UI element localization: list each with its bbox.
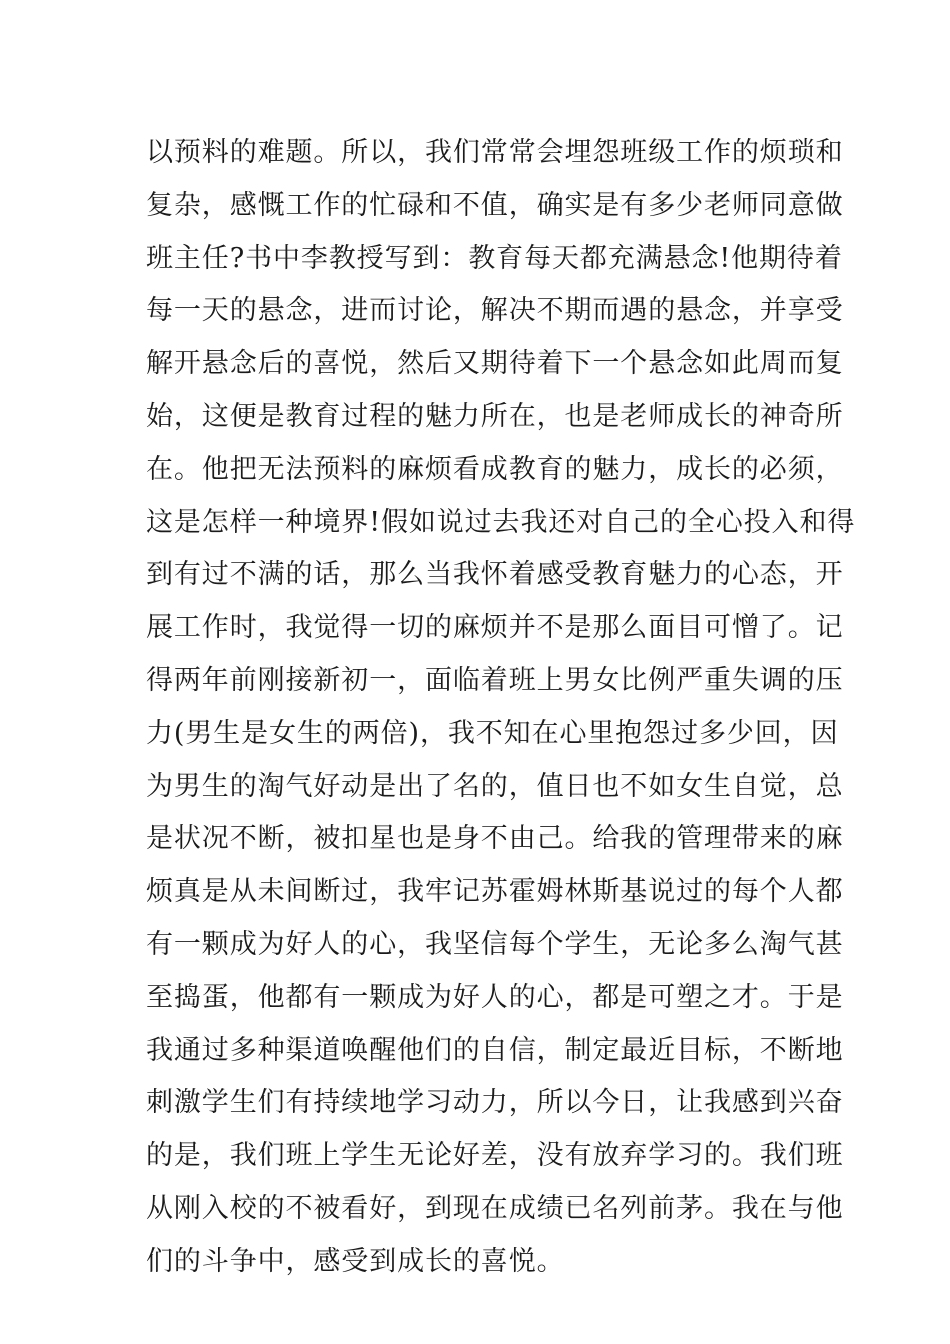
- text-line: 这是怎样一种境界!假如说过去我还对自己的全心投入和得: [146, 506, 856, 538]
- text-line: 为男生的淘气好动是出了名的，值日也不如女生自觉，总: [146, 770, 844, 802]
- text-line: 始，这便是教育过程的魅力所在，也是老师成长的神奇所: [146, 400, 844, 432]
- text-line: 们的斗争中，感受到成长的喜悦。: [146, 1245, 565, 1277]
- body-text: [146, 127, 856, 1289]
- text-line: 展工作时，我觉得一切的麻烦并不是那么面目可憎了。记: [146, 612, 844, 644]
- text-line: 在。他把无法预料的麻烦看成教育的魅力，成长的必须，: [146, 453, 844, 485]
- text-line: 烦真是从未间断过，我牢记苏霍姆林斯基说过的每个人都: [146, 876, 844, 908]
- text-line: 有一颗成为好人的心，我坚信每个学生，无论多么淘气甚: [146, 928, 844, 960]
- text-line: 解开悬念后的喜悦，然后又期待着下一个悬念如此周而复: [146, 348, 844, 380]
- text-line: 班主任?书中李教授写到：教育每天都充满悬念!他期待着: [146, 242, 843, 274]
- text-line: 力(男生是女生的两倍)，我不知在心里抱怨过多少回，因: [146, 717, 839, 749]
- text-line: 以预料的难题。所以，我们常常会埋怨班级工作的烦琐和: [146, 137, 844, 168]
- text-line: 从刚入校的不被看好，到现在成绩已名列前茅。我在与他: [146, 1192, 844, 1224]
- text-line: 复杂，感慨工作的忙碌和不值，确实是有多少老师同意做: [146, 189, 844, 221]
- text-line: 得两年前刚接新初一，面临着班上男女比例严重失调的压: [146, 664, 844, 696]
- text-line: 至捣蛋，他都有一颗成为好人的心，都是可塑之才。于是: [146, 981, 844, 1013]
- text-line: 是状况不断，被扣星也是身不由己。给我的管理带来的麻: [146, 823, 844, 855]
- text-line: 到有过不满的话，那么当我怀着感受教育魅力的心态，开: [146, 559, 844, 591]
- text-line: 的是，我们班上学生无论好差，没有放弃学习的。我们班: [146, 1140, 844, 1172]
- text-line: 每一天的悬念，进而讨论，解决不期而遇的悬念，并享受: [146, 295, 844, 327]
- text-line: 我通过多种渠道唤醒他们的自信，制定最近目标，不断地: [146, 1034, 844, 1066]
- text-line: 刺激学生们有持续地学习动力，所以今日，让我感到兴奋: [146, 1087, 844, 1119]
